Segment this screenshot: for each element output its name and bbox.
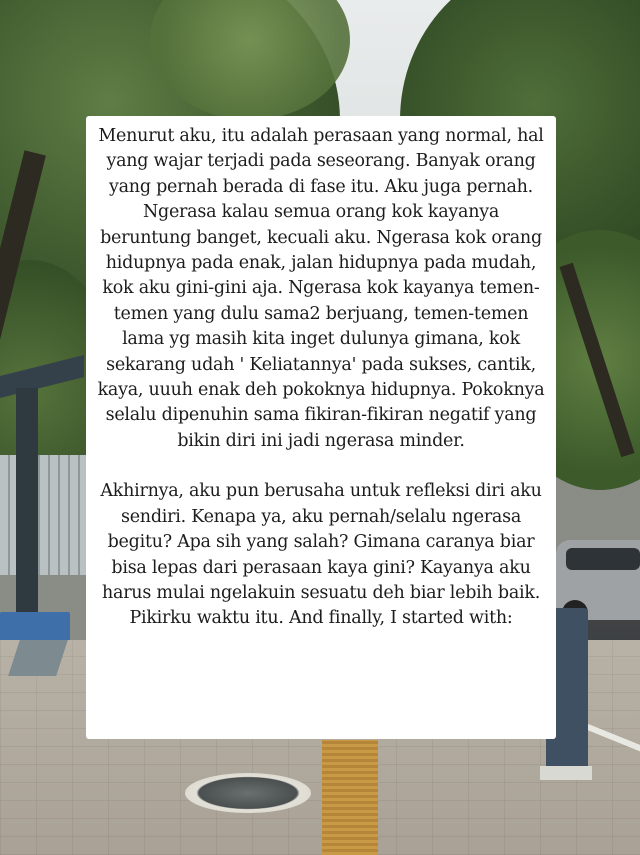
manhole-cover — [185, 773, 311, 813]
car-window — [566, 548, 640, 570]
building — [0, 455, 90, 575]
text-card — [86, 116, 556, 739]
bollard-base — [540, 766, 592, 780]
tactile-paving — [322, 740, 378, 855]
paragraph-2: Akhirnya, aku pun berusaha untuk refleksi diri aku sendiri. Kenapa ya, aku pernah/selalu ngerasa begitu? Apa sih yang salah? Gimana caranya biar bisa lepas dari perasaan kaya gini? Kayanya aku harus mulai ngelakuin sesuatu deh biar lebih baik. Pikirku waktu itu. And finally, I started with: — [100, 481, 542, 629]
paragraph-1: Menurut aku, itu adalah perasaan yang normal, hal yang wajar terjadi pada seseorang. Banyak orang yang pernah berada di fase itu. Aku juga pernah. Ngerasa kalau semua orang kok kayanya beruntung banget, kecuali aku. Ngerasa kok orang hidupnya pada enak, jalan hidupnya pada mudah, kok aku gini-gini aja. Ngerasa kok kayanya temen-temen yang dulu sama2 berjuang, temen-temen lama yg masih kita inget dulunya gimana, kok sekarang udah ' Keliatannya' pada sukses, cantik, kaya, uuuh enak deh pokoknya hidupnya. Pokoknya selalu dipenuhin sama fikiran-fikiran negatif yang bikin diri ini jadi ngerasa minder. — [97, 126, 545, 451]
